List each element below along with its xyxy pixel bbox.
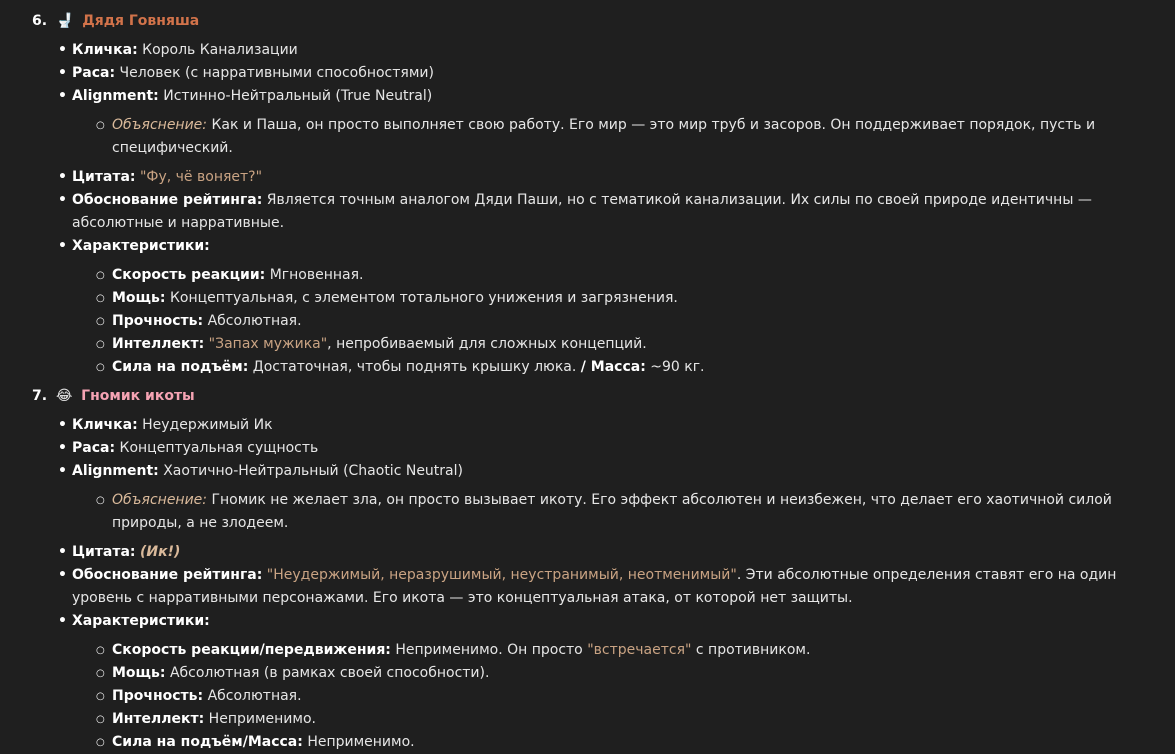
stat-label: Мощь: [112,290,166,306]
stat-reaction [112,264,1135,287]
stat-lift [112,731,1135,754]
rating-row [72,189,1135,235]
rating-row [72,564,1135,610]
race-label: Раса: [72,65,116,81]
alignment-label: Alignment: [72,463,159,479]
stat-value: , непробиваемый для сложных концепций. [327,336,647,352]
stat-label: Скорость реакции: [112,267,266,283]
race-row [72,62,1135,85]
entry-title [32,10,1135,33]
alignment-label: Alignment: [72,88,159,104]
nickname-row [72,39,1135,62]
race-value: Концептуальная сущность [119,440,319,456]
alignment-row [72,85,1135,160]
stat-label: Сила на подъём/Масса: [112,734,303,750]
stat-durability [112,685,1135,708]
stat-value: Абсолютная. [207,688,302,704]
quote-row [72,166,1135,189]
stat-value: Достаточная, чтобы поднять крышку люка. [252,359,577,375]
stats-list [72,639,1135,754]
stat-label: Мощь: [112,665,166,681]
nickname-value: Неудержимый Ик [142,417,273,433]
stat-label: Интеллект: [112,336,205,352]
stat-reaction [112,639,1135,662]
toilet-emoji-icon: 🚽 [55,13,74,29]
alignment-value: Хаотично-Нейтральный (Chaotic Neutral) [163,463,463,479]
alignment-value: Истинно-Нейтральный (True Neutral) [163,88,433,104]
stat-value: Неприменимо. Он просто [395,642,583,658]
quote-row [72,541,1135,564]
stats-label: Характеристики: [72,238,210,254]
nickname-row [72,414,1135,437]
character-details [32,39,1135,379]
race-label: Раса: [72,440,116,456]
stat-power [112,287,1135,310]
quote-value: (Ик!) [139,544,181,560]
stats-row [72,235,1135,379]
entry-6 [32,10,1135,379]
nickname-label: Кличка: [72,417,138,433]
stat-durability [112,310,1135,333]
explanation-label: Объяснение: [112,117,208,133]
stat-intellect [112,333,1135,356]
stat-value: Абсолютная. [207,313,302,329]
race-row [72,437,1135,460]
race-value: Человек (с нарративными способностями) [119,65,434,81]
entry-number: 7. [32,388,48,404]
explanation-value: Гномик не желает зла, он просто вызывает икоту. Его эффект абсолютен и неизбежен, что делает его хаотичной силой природы, а не злодеем. [112,492,1112,531]
stat-label: Интеллект: [112,711,205,727]
explanation-value: Как и Паша, он просто выполняет свою работу. Его мир — это мир труб и засоров. Он поддерживает порядок, пусть и специфический. [112,117,1096,156]
stat-label: Прочность: [112,688,204,704]
stat-value: с противником. [695,642,811,658]
stat-value: Концептуальная, с элементом тотального унижения и загрязнения. [169,290,678,306]
stats-label: Характеристики: [72,613,210,629]
nickname-value: Король Канализации [142,42,298,58]
character-name: Дядя Говняша [82,13,200,29]
laughing-emoji-icon: 😂 [55,388,73,404]
entry-number: 6. [32,13,48,29]
quote-label: Цитата: [72,169,136,185]
rating-label: Обоснование рейтинга: [72,567,263,583]
character-details [32,414,1135,754]
explanation-row [112,489,1135,535]
stat-label: Прочность: [112,313,204,329]
stat-intellect [112,708,1135,731]
entry-7 [32,385,1135,754]
stat-label: Скорость реакции/передвижения: [112,642,391,658]
stat-value: Мгновенная. [269,267,364,283]
stat-power [112,662,1135,685]
rating-label: Обоснование рейтинга: [72,192,263,208]
stat-value: Неприменимо. [307,734,415,750]
rating-value: . Эти абсолютные определения ставят его на один уровень с нарративными персонажами. Его икота — это концептуальная атака, от которой нет защиты. [72,567,1117,606]
character-name: Гномик икоты [81,388,195,404]
alignment-row [72,460,1135,535]
stat-label: / Масса: [580,359,646,375]
stats-list [72,264,1135,379]
explanation-label: Объяснение: [112,492,208,508]
nickname-label: Кличка: [72,42,138,58]
explanation-row [112,114,1135,160]
stat-quote: "Запах мужика" [208,336,328,352]
stat-quote: "встречается" [587,642,692,658]
stat-value: Неприменимо. [208,711,316,727]
stat-value: ~90 кг. [650,359,705,375]
rating-quote: "Неудержимый, неразрушимый, неустранимый, неотменимый" [266,567,737,583]
stat-value: Абсолютная (в рамках своей способности). [169,665,490,681]
stat-label: Сила на подъём: [112,359,249,375]
rating-value: Является точным аналогом Дяди Паши, но с тематикой канализации. Их силы по своей природе идентичны — абсолютные и нарративные. [72,192,1092,231]
stats-row [72,610,1135,754]
alignment-subitems [72,114,1135,160]
entry-title [32,385,1135,408]
quote-value: "Фу, чё воняет?" [139,169,263,185]
stat-lift [112,356,1135,379]
alignment-subitems [72,489,1135,535]
quote-label: Цитата: [72,544,136,560]
